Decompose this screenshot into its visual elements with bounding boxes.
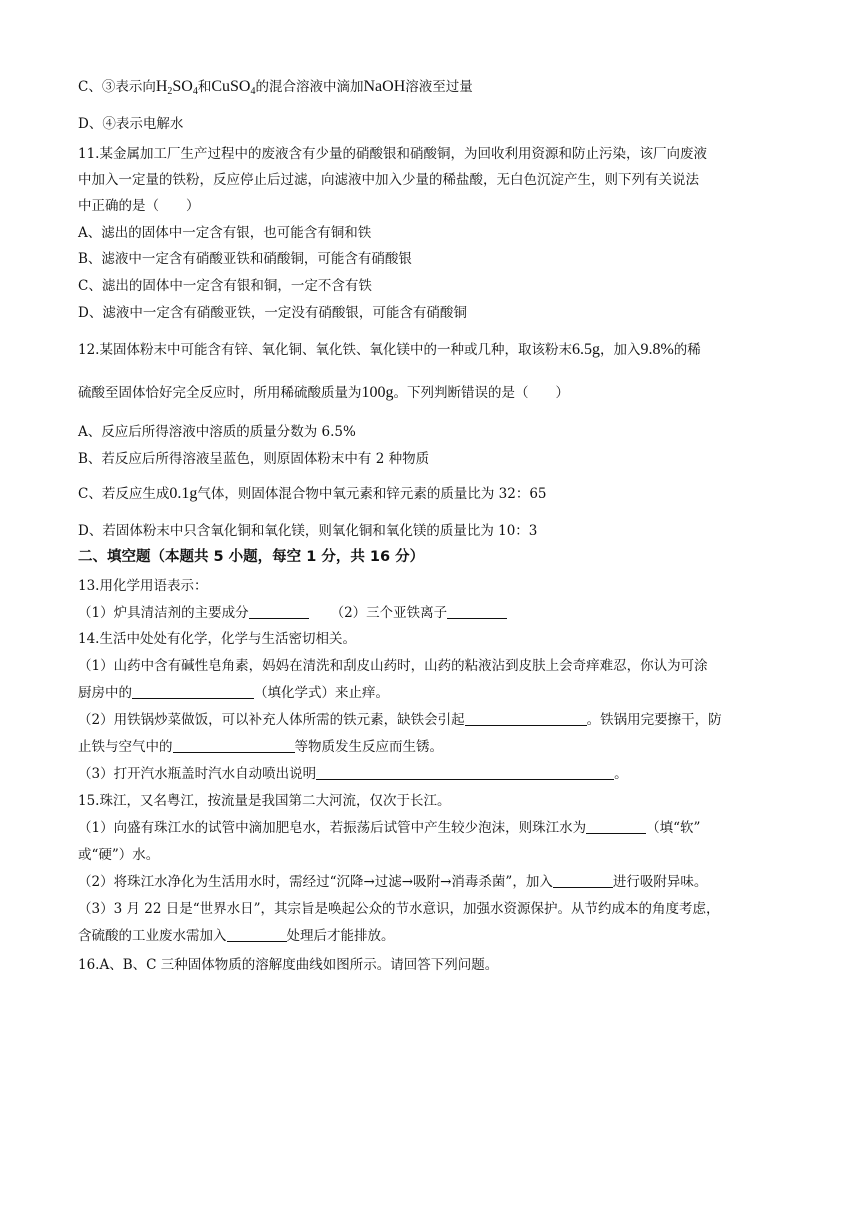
percent-9-8: 9.8% bbox=[640, 341, 674, 358]
q15-stem: 15.珠江，又名粤江，按流量是我国第二大河流，仅次于长江。 bbox=[78, 793, 451, 809]
q14-part3: （3）打开汽水瓶盖时汽水自动喷出说明 。 bbox=[78, 766, 628, 782]
answer-blank[interactable] bbox=[465, 711, 587, 726]
q14-part2-line1: （2）用铁锅炒菜做饭，可以补充人体所需的铁元素，缺铁会引起 。铁锅用完要擦干，防 bbox=[78, 712, 722, 728]
q15-part1-line2: 或“硬”）水。 bbox=[78, 847, 160, 863]
q10-option-d: D、④表示电解水 bbox=[78, 116, 184, 132]
q12-option-d: D、若固体粉末中只含氧化铜和氧化镁，则氧化铜和氧化镁的质量比为 10：3 bbox=[78, 523, 538, 539]
answer-blank[interactable] bbox=[227, 927, 287, 942]
q11-stem-line2: 中加入一定量的铁粉，反应停止后过滤，向滤液中加入少量的稀盐酸，无白色沉淀产生，则下列有关说法 bbox=[78, 172, 699, 188]
q15-part3-line2: 含硫酸的工业废水需加入 处理后才能排放。 bbox=[78, 928, 395, 944]
q12-option-b: B、若反应后所得溶液呈蓝色，则原固体粉末中有 2 种物质 bbox=[78, 451, 430, 467]
answer-blank[interactable] bbox=[132, 684, 254, 699]
section-heading-fill-in: 二、填空题（本题共 5 小题，每空 1 分，共 16 分） bbox=[78, 549, 425, 565]
answer-blank[interactable] bbox=[173, 738, 295, 753]
q14-part1-line2: 厨房中的 （填化学式）来止痒。 bbox=[78, 685, 389, 701]
q11-stem-line3: 中正确的是（ ） bbox=[78, 198, 200, 214]
q11-stem-line1: 11.某金属加工厂生产过程中的废液含有少量的硝酸银和硝酸铜，为回收利用资源和防止污染，该厂向废液 bbox=[78, 146, 707, 162]
mass-100g: 100g bbox=[361, 384, 394, 401]
q16-stem: 16.A、B、C 三种固体物质的溶解度曲线如图所示。请回答下列问题。 bbox=[78, 957, 499, 973]
q14-stem: 14.生活中处处有化学，化学与生活密切相关。 bbox=[78, 631, 356, 647]
formula-cuso4: CuSO$_4$ bbox=[211, 78, 256, 97]
q15-part2: （2）将珠江水净化为生活用水时，需经过“沉降→过滤→吸附→消毒杀菌”，加入 进行吸附异味。 bbox=[78, 874, 708, 890]
formula-h2so4: $H_2SO_4$ bbox=[155, 78, 198, 97]
q11-option-b: B、滤液中一定含有硝酸亚铁和硝酸铜，可能含有硝酸银 bbox=[78, 251, 412, 267]
answer-blank[interactable] bbox=[316, 765, 614, 780]
q14-part2-line2: 止铁与空气中的 等物质发生反应而生锈。 bbox=[78, 739, 443, 755]
q15-part3-line1: （3）3 月 22 日是“世界水日”，其宗旨是唤起公众的节水意识，加强水资源保护。从节约成本的角度考虑， bbox=[78, 901, 720, 917]
q12-option-a: A、反应后所得溶液中溶质的质量分数为 6.5% bbox=[78, 424, 356, 440]
answer-blank[interactable] bbox=[553, 873, 613, 888]
q14-part1-line1: （1）山药中含有碱性皂角素，妈妈在清洗和刮皮山药时，山药的粘液沾到皮肤上会奇痒难忍，你认为可涂 bbox=[78, 658, 708, 674]
answer-blank[interactable] bbox=[447, 604, 507, 619]
q12-option-c: C、若反应生成0.1g气体，则固体混合物中氧元素和锌元素的质量比为 32：65 bbox=[78, 485, 547, 502]
q11-option-c: C、滤出的固体中一定含有银和铜，一定不含有铁 bbox=[78, 278, 372, 294]
mass-0-1g: 0.1g bbox=[169, 485, 198, 502]
q11-option-d: D、滤液中一定含有硝酸亚铁，一定没有硝酸银，可能含有硝酸铜 bbox=[78, 305, 467, 321]
q11-option-a: A、滤出的固体中一定含有银，也可能含有铜和铁 bbox=[78, 225, 372, 241]
mass-6-5g: 6.5g bbox=[571, 341, 600, 358]
answer-blank[interactable] bbox=[586, 819, 646, 834]
formula-naoh: NaOH bbox=[363, 78, 406, 95]
answer-blank[interactable] bbox=[249, 604, 309, 619]
q12-stem-line1: 12.某固体粉末中可能含有锌、氧化铜、氧化铁、氧化镁中的一种或几种，取该粉末6.5g，加入9.8%的稀 bbox=[78, 341, 701, 358]
q10-option-c: C、③表示向$H_2SO_4$和CuSO$_4$的混合溶液中滴加NaOH溶液至过量 bbox=[78, 78, 473, 97]
q13-stem: 13.用化学用语表示： bbox=[78, 578, 208, 594]
q15-part1-line1: （1）向盛有珠江水的试管中滴加肥皂水，若振荡后试管中产生较少泡沫，则珠江水为 （填“软” bbox=[78, 820, 701, 836]
q13-parts: （1）炉具清洁剂的主要成分 （2）三个亚铁离子 bbox=[78, 604, 507, 622]
q12-stem-line2: 硫酸至固体恰好完全反应时，所用稀硫酸质量为100g。下列判断错误的是（ ） bbox=[78, 384, 569, 401]
